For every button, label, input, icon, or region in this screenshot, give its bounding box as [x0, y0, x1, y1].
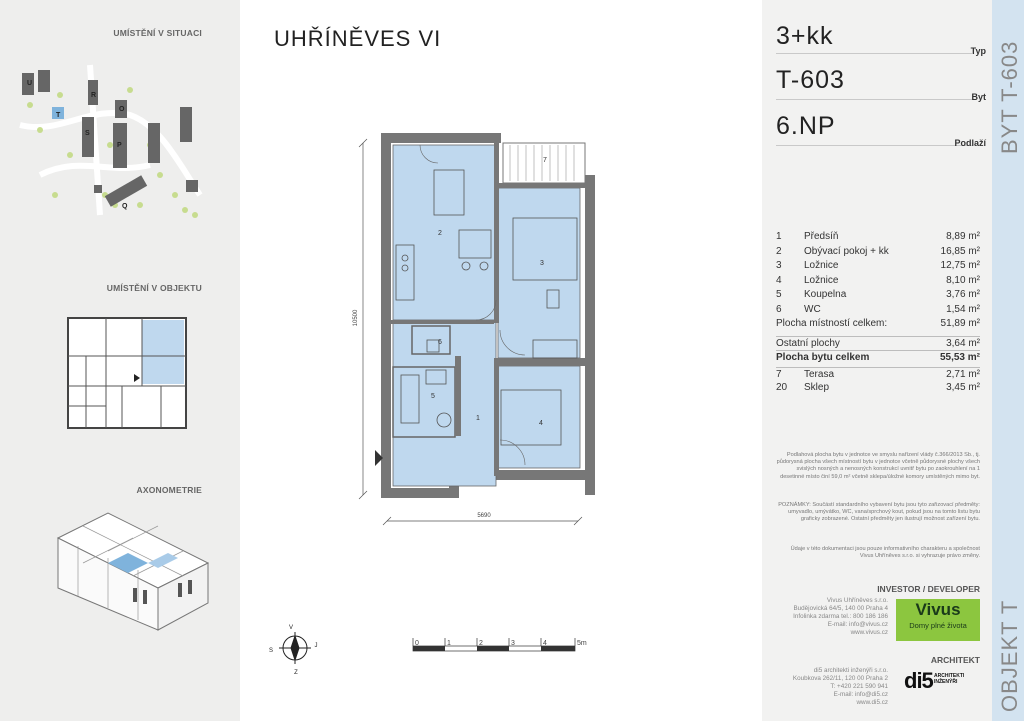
vertical-object-label: OBJEKT T — [997, 599, 1022, 712]
investor-label: INVESTOR / DEVELOPER — [877, 584, 980, 594]
left-panel — [0, 0, 240, 721]
project-title: UHŘÍNĚVES VI — [274, 26, 442, 51]
di5-logo-sub: ARCHITEKTI INŽENÝŘI — [934, 673, 965, 685]
extra-row: 7 Terasa 2,71 m² — [776, 368, 980, 380]
area-note: Podlahová plocha bytu v jednotce ve smyslu nařízení vlády č.366/2013 Sb., tj. půdorysná plocha všech místností bytu v jednotce včetně půdorysné plochy všech svislých nosných a nenosných konstrukcí uvnitř bytu po zaokrouhlení na 1 desetinné místo činí 59,0 m² včetně sklepa/úložné komory umístěných mimo byt. — [776, 452, 980, 480]
scale-bar — [413, 638, 587, 651]
plan-panel — [240, 0, 762, 721]
floor-plan — [240, 0, 762, 721]
compass-label: S — [268, 648, 274, 654]
site-map — [0, 45, 240, 225]
info-panel — [762, 0, 1024, 721]
room-number: 3 — [540, 260, 544, 267]
compass-label: J — [314, 643, 318, 649]
room-number: 5 — [431, 393, 435, 400]
type-label: Typ — [970, 46, 986, 56]
scale-label: 3 — [511, 640, 515, 647]
floor-key-plan — [66, 316, 196, 431]
architect-address: di5 architekti inženýři s.r.o. Koubkova 262/11, 120 00 Praha 2 T: +420 221 590 941 E-mail: info@di5.cz www.di5.cz — [792, 667, 888, 706]
room-number: 6 — [438, 339, 442, 346]
scale-label: 2 — [479, 640, 483, 647]
room-row: 6 WC 1,54 m² — [776, 303, 980, 315]
room-row: 4 Ložnice 8,10 m² — [776, 274, 980, 286]
compass-label: V — [288, 625, 294, 631]
flat-total-row: Plocha bytu celkem 55,53 m² — [776, 352, 980, 363]
dim-height: 10500 — [353, 309, 359, 327]
room-row: 2 Obývací pokoj + kk 16,85 m² — [776, 245, 980, 257]
extra-row: 20 Sklep 3,45 m² — [776, 382, 980, 393]
situation-title: UMÍSTĚNÍ V SITUACI — [113, 28, 202, 38]
building-label: R — [91, 92, 97, 99]
room-row: 5 Koupelna 3,76 m² — [776, 289, 980, 300]
dim-width: 5690 — [477, 513, 491, 519]
type-value: 3+kk — [776, 22, 834, 50]
rooms-total-row: Plocha místností celkem: 51,89 m² — [776, 318, 980, 329]
object-title: UMÍSTĚNÍ V OBJEKTU — [106, 283, 202, 293]
type-row — [776, 22, 986, 56]
flat-row — [776, 66, 986, 102]
di5-logo: di5 — [904, 668, 933, 693]
floor-row — [776, 112, 986, 148]
vertical-flat-label: BYT T-603 — [997, 40, 1022, 154]
building-label: P — [117, 142, 122, 149]
room-number: 1 — [476, 415, 480, 422]
vivus-logo: Vivus Domy plné života — [896, 599, 980, 641]
room-row: 3 Ložnice 12,75 m² — [776, 260, 980, 271]
building-label: O — [119, 106, 125, 113]
axon-title: AXONOMETRIE — [136, 485, 202, 495]
investor-address: Vivus Uhříněves s.r.o. Budějovická 64/5, 140 00 Praha 4 Infolinka zdarma tel.: 800 186 186 E-mail: info@vivus.cz www.vivus.cz — [793, 597, 888, 636]
floor-value: 6.NP — [776, 112, 836, 140]
other-row: Ostatní plochy 3,64 m² — [776, 337, 980, 349]
disclaimer-note: Údaje v této dokumentaci jsou pouze informativního charakteru a společnost Vivus Uhříněves s.r.o. si vyhrazuje právo změny. — [790, 546, 980, 560]
side-stripe — [992, 0, 1024, 721]
floor-label: Podlaží — [954, 138, 986, 148]
building-label: Q — [122, 203, 128, 210]
room-number: 2 — [438, 230, 442, 237]
equipment-note: POZNÁMKY: Součástí standardního vybavení bytu jsou tyto zařizovací předměty: umyvadlo, umývátko, WC, vana/sprchový kout, pokud jsou na tomto listu bytu graficky zobrazené. Ostatní předměty jen ilustrují možnost zařízení bytu. — [778, 502, 980, 523]
flat-label: Byt — [971, 92, 986, 102]
room-number: 4 — [539, 420, 543, 427]
compass-icon — [279, 632, 311, 664]
architect-label: ARCHITEKT — [930, 655, 980, 665]
room-table — [776, 230, 980, 396]
room-number: 7 — [543, 157, 547, 164]
axonometry-drawing — [48, 508, 218, 633]
building-label: T — [56, 112, 61, 119]
scale-label: 4 — [543, 640, 547, 647]
building-label: U — [27, 80, 33, 87]
scale-label: 5m — [577, 640, 587, 647]
building-label: S — [85, 130, 90, 137]
flat-value: T-603 — [776, 66, 845, 94]
scale-label: 0 — [415, 640, 419, 647]
scale-label: 1 — [447, 640, 451, 647]
room-row: 1 Předsíň 8,89 m² — [776, 231, 980, 242]
compass-label: Z — [294, 670, 298, 676]
